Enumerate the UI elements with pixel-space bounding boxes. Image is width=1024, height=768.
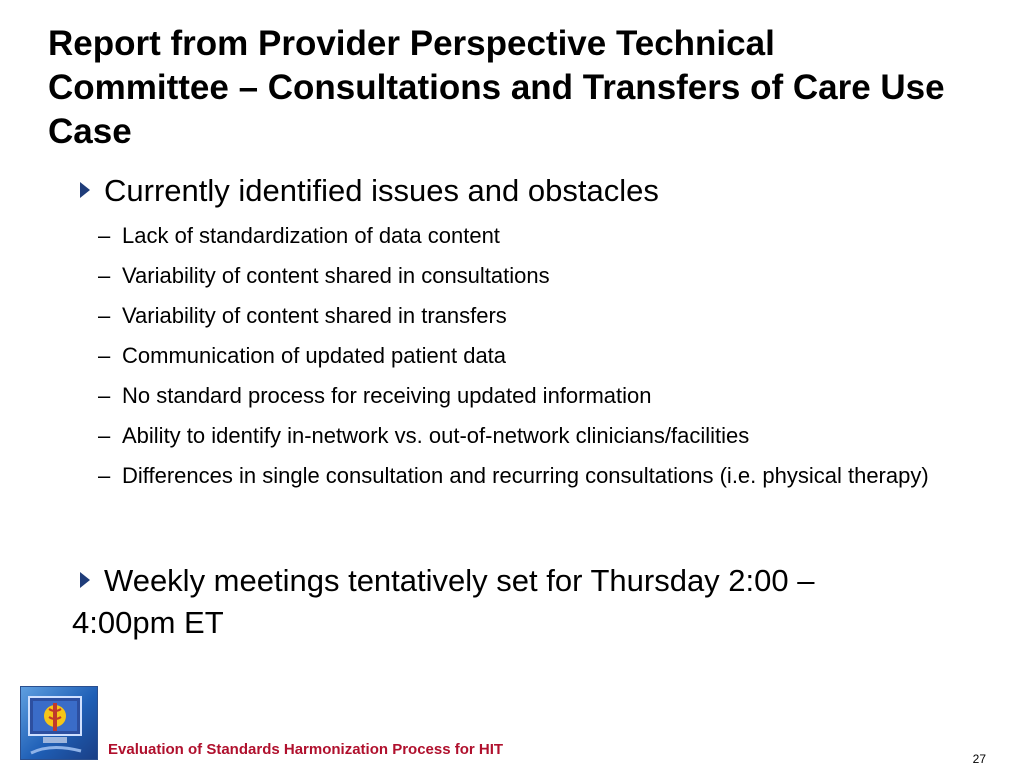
dash-bullet: – — [98, 303, 111, 328]
list-item — [98, 462, 978, 490]
footer-text: Evaluation of Standards Harmonization Process for HIT — [108, 741, 504, 758]
bullet-meetings-text-line2: 4:00pm ET — [72, 605, 224, 640]
list-item — [98, 302, 978, 330]
bullet-issues — [80, 170, 980, 212]
list-item — [98, 262, 978, 290]
bullet-issues-text: Currently identified issues and obstacles — [104, 173, 659, 208]
bullet-meetings-text-line1: Weekly meetings tentatively set for Thursday 2:00 – — [104, 563, 815, 598]
page-number: 27 — [972, 752, 986, 766]
arrow-bullet-icon — [80, 572, 90, 588]
list-item-text: Variability of content shared in consultations — [122, 263, 550, 288]
list-item — [98, 342, 978, 370]
dash-bullet: – — [98, 383, 111, 408]
list-item — [98, 382, 978, 410]
list-item-text: No standard process for receiving updated information — [122, 383, 652, 408]
dash-bullet: – — [98, 223, 111, 248]
list-item-text: Communication of updated patient data — [122, 343, 507, 368]
issues-list — [98, 222, 978, 502]
computer-monitor-caduceus-icon — [20, 686, 98, 760]
list-item-text: Variability of content shared in transfers — [122, 303, 507, 328]
list-item-text: Lack of standardization of data content — [122, 223, 500, 248]
list-item — [98, 222, 978, 250]
list-item-text: Differences in single consultation and recurring consultations (i.e. physical therapy) — [122, 463, 929, 488]
dash-bullet: – — [98, 263, 111, 288]
list-item-text: Ability to identify in-network vs. out-of-network clinicians/facilities — [122, 423, 750, 448]
slide-title: Report from Provider Perspective Technical Committee – Consultations and Transfers of Care Use Case — [48, 24, 945, 151]
dash-bullet: – — [98, 343, 111, 368]
dash-bullet: – — [98, 423, 111, 448]
dash-bullet: – — [98, 463, 111, 488]
list-item — [98, 422, 978, 450]
bullet-meetings — [72, 560, 980, 644]
logo-graphic — [21, 687, 97, 759]
arrow-bullet-icon — [80, 182, 90, 198]
